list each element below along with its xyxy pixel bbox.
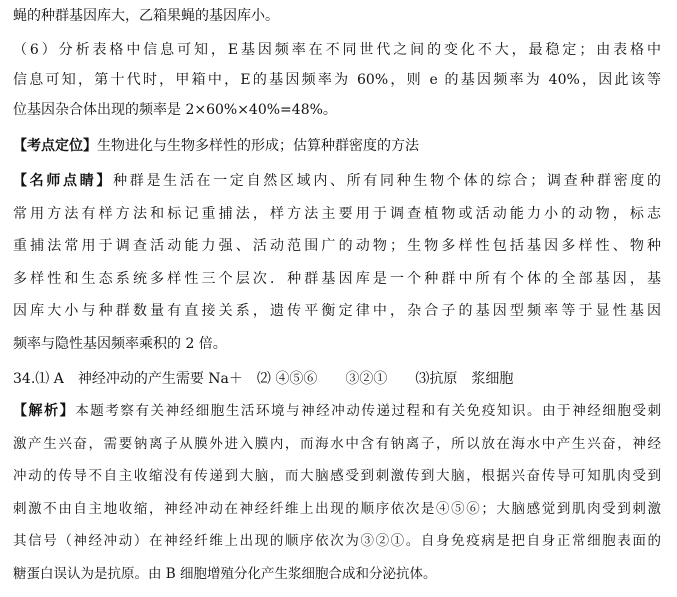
text-line-18: 糖蛋白误认为是抗原。由 B 细胞增殖分化产生浆细胞合成和分泌抗体。 — [13, 566, 437, 582]
text-line-10: 因库大小与种群数量有直接关系，遗传平衡定律中，杂合子的基因型频率等于显性基因 — [13, 303, 661, 319]
text-line-7: 常用方法有样方法和标记重捕法，样方法主要用于调查植物或活动能力小的动物，标志 — [13, 206, 661, 222]
text-line-17: 其信号（神经冲动）在神经纤维上出现的顺序依次为③②①。自身免疫病是把自身正常细胞表面的 — [13, 533, 661, 549]
jiexi-label: 【解析】 — [13, 403, 76, 419]
text-line-16: 刺激不由自主地收缩，神经冲动在神经纤维上出现的顺序依次是④⑤⑥；大脑感觉到肌肉受到刺激 — [13, 501, 661, 517]
text-line-4: 位基因杂合体出现的频率是 2×60%×40%=48%。 — [13, 102, 337, 118]
mingshi-line: 【名师点睛】种群是生活在一定自然区域内、所有同种生物个体的综合；调查种群密度的 — [13, 173, 662, 189]
text-line-1: 蝇的种群基因库大，乙箱果蝇的基因库小。 — [13, 8, 279, 24]
text-line-8: 重捕法常用于调查活动能力强、活动范围广的动物；生物多样性包括基因多样性、物种 — [13, 238, 661, 254]
text-line-11: 频率与隐性基因频率乘积的 2 倍。 — [13, 336, 227, 352]
text-line-9: 多样性和生态系统多样性三个层次．种群基因库是一个种群中所有个体的全部基因，基 — [13, 271, 661, 287]
text-line-14: 激产生兴奋，需要钠离子从膜外进入膜内，而海水中含有钠离子，所以放在海水中产生兴奋，神经 — [13, 436, 661, 452]
jiexi-line: 【解析】本题考察有关神经细胞生活环境与神经冲动传递过程和有关免疫知识。由于神经细胞受刺 — [13, 403, 662, 419]
text-line-3: 信息可知，第十代时，甲箱中，E的基因频率为 60%，则 e 的基因频率为 40%，因此该等 — [13, 72, 661, 88]
text-line-15: 冲动的传导不自主收缩没有传递到大脑，而大脑感受到刺激传到大脑，根据兴奋传导可知肌肉受到 — [13, 468, 661, 484]
text-line-2: （6）分析表格中信息可知，E基因频率在不同世代之间的变化不大，最稳定；由表格中 — [13, 42, 661, 58]
answer-34: 34.⑴ A 神经冲动的产生需要 Na＋ ⑵ ④⑤⑥ ③②① ⑶抗原 浆细胞 — [13, 371, 514, 387]
kaodian-line: 【考点定位】生物进化与生物多样性的形成；估算种群密度的方法 — [13, 138, 419, 154]
kaodian-label: 【考点定位】 — [13, 138, 97, 154]
mingshi-label: 【名师点睛】 — [13, 173, 114, 189]
